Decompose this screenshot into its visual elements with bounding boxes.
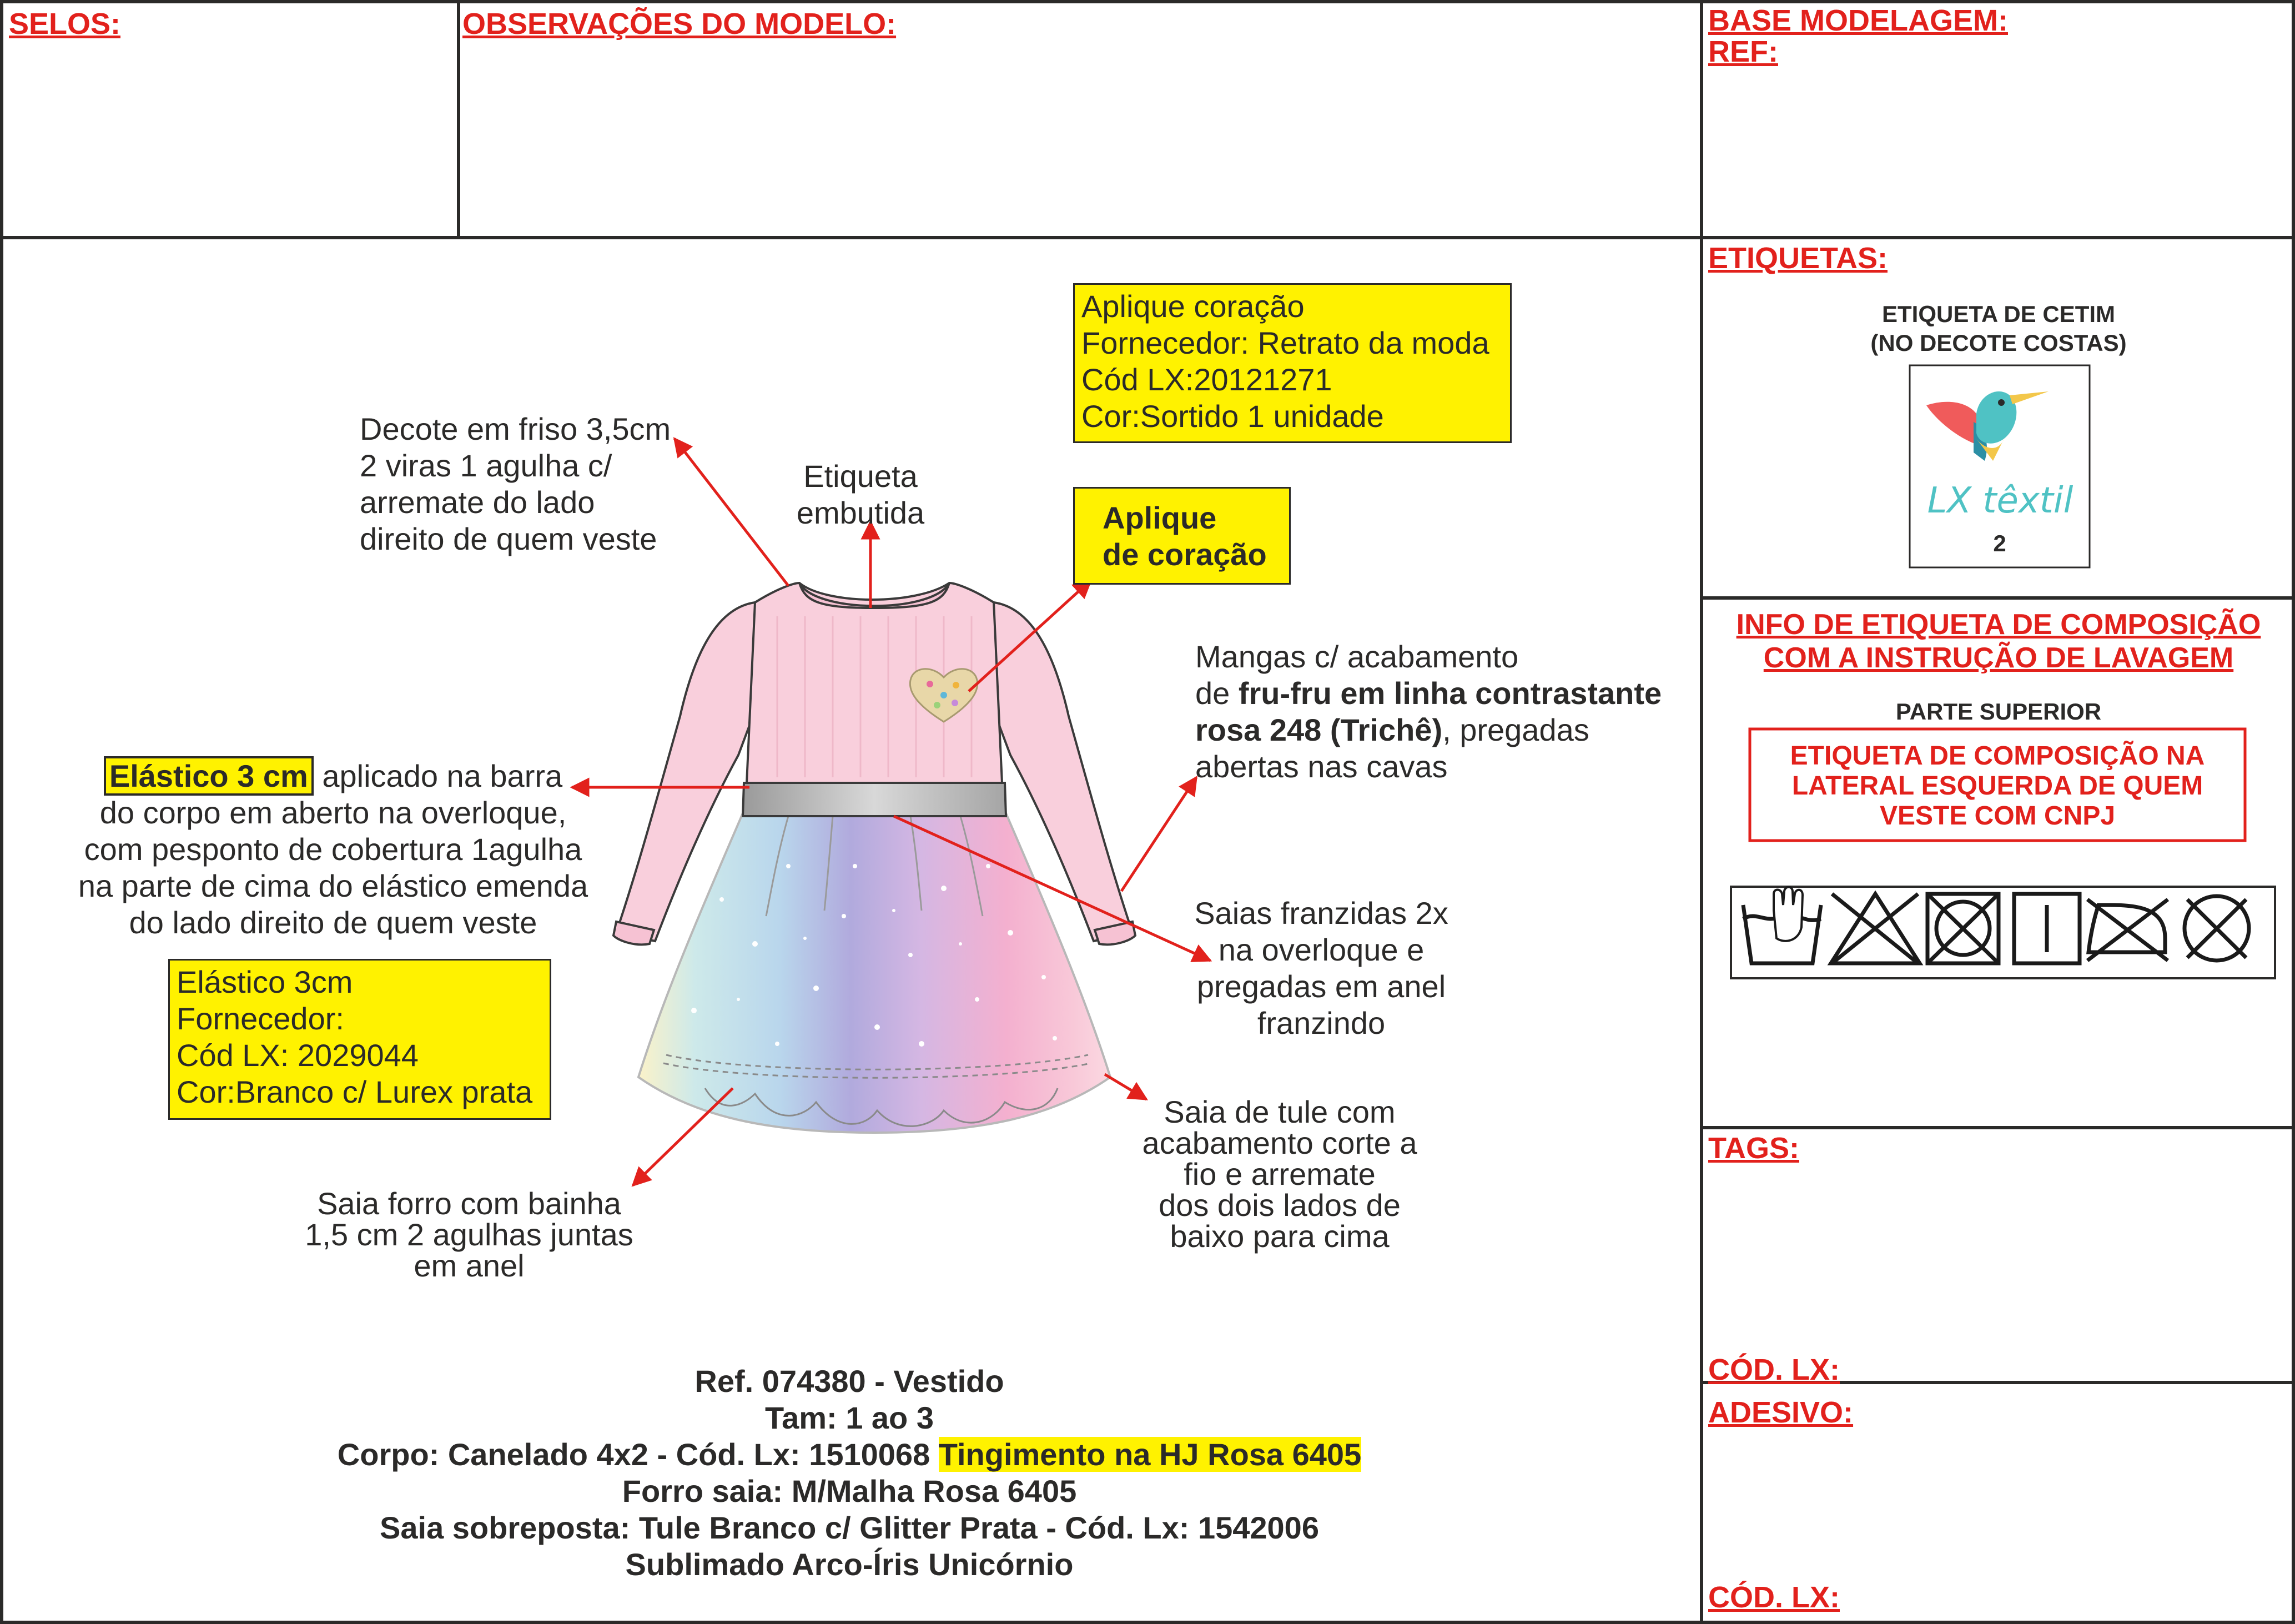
- composition-info-title-2: COM A INSTRUÇÃO DE LAVAGEM: [1763, 642, 2234, 674]
- callout-decote-line: arremate do lado: [360, 485, 595, 520]
- waistband: [743, 783, 1006, 816]
- callout-mangas-bold: rosa 248 (Trichê): [1195, 712, 1443, 747]
- callout-elastico-text: aplicado na barra: [313, 758, 563, 793]
- elastico-box-line: Elástico 3cm: [177, 964, 353, 999]
- callout-elastico-line: do corpo em aberto na overloque,: [99, 795, 567, 830]
- composition-info-title-1: INFO DE ETIQUETA DE COMPOSIÇÃO: [1736, 609, 2261, 641]
- aplique-label-line: de coração: [1103, 537, 1267, 572]
- aplique-coracao-label: [1073, 487, 1291, 585]
- callout-decote-line: 2 viras 1 agulha c/: [360, 448, 612, 483]
- callout-mangas-line: [1195, 675, 1662, 712]
- etiquetas-label: ETIQUETAS:: [1708, 242, 1888, 275]
- callout-forro-line: em anel: [414, 1248, 525, 1283]
- elastico-box-line: Cód LX: 2029044: [177, 1038, 419, 1073]
- logo-text: LX têxtil: [1927, 480, 2073, 521]
- aplique-info-box: [1073, 283, 1512, 443]
- callout-saias-line: Saias franzidas 2x: [1194, 896, 1448, 931]
- no-iron-icon: [2087, 899, 2168, 961]
- logo-number: 2: [1993, 530, 2006, 556]
- callout-elastico-line: do lado direito de quem veste: [129, 905, 537, 940]
- aplique-box-line: Aplique coração: [1081, 289, 1305, 324]
- callout-decote-line: Decote em friso 3,5cm: [360, 411, 671, 446]
- parte-superior-label: PARTE SUPERIOR: [1895, 698, 2102, 725]
- callout-etiqueta-line: Etiqueta: [803, 459, 918, 494]
- spec-forro: Forro saia: M/Malha Rosa 6405: [622, 1474, 1077, 1509]
- aplique-label-line: Aplique: [1103, 500, 1217, 535]
- hand-wash-icon: [1743, 887, 1821, 964]
- no-bleach-icon: [1831, 894, 1920, 963]
- tags-cod-lx-label: CÓD. LX:: [1708, 1353, 1840, 1386]
- satin-label-line-2: (NO DECOTE COSTAS): [1870, 330, 2127, 356]
- spec-corpo: [167, 1436, 1532, 1473]
- aplique-box-line: Cor:Sortido 1 unidade: [1081, 399, 1384, 434]
- callout-mangas-line: [1195, 712, 1662, 748]
- spec-ref: Ref. 074380 - Vestido: [694, 1364, 1004, 1399]
- callout-tule-line: acabamento corte a: [1142, 1125, 1417, 1160]
- callout-elastico-line: [67, 758, 600, 795]
- tags-label: TAGS:: [1708, 1132, 1799, 1165]
- callout-elastico-line: na parte de cima do elástico emenda: [78, 868, 588, 903]
- no-tumble-dry-icon: [1927, 894, 1999, 963]
- callout-tule-line: Saia de tule com: [1164, 1094, 1396, 1129]
- callout-saia-forro: [278, 1188, 661, 1281]
- satin-label-line-1: ETIQUETA DE CETIM: [1882, 301, 2115, 327]
- callout-mangas-text: , pregadas: [1442, 712, 1589, 747]
- skirt: [638, 811, 1110, 1133]
- composition-text-1: ETIQUETA DE COMPOSIÇÃO NA: [1790, 741, 2205, 771]
- callout-decote-line: direito de quem veste: [360, 521, 657, 556]
- spec-corpo-highlight: Tingimento na HJ Rosa 6405: [938, 1437, 1362, 1472]
- care-symbols: [1743, 887, 2249, 964]
- callout-mangas-bold: fru-fru em linha contrastante: [1238, 676, 1662, 711]
- callout-saias-line: pregadas em anel: [1196, 969, 1446, 1004]
- no-dry-clean-icon: [2185, 896, 2249, 961]
- line-dry-icon: [2014, 894, 2080, 963]
- composition-text-2: LATERAL ESQUERDA DE QUEM: [1791, 771, 2203, 801]
- callout-decote: [360, 411, 671, 557]
- callout-mangas: [1195, 638, 1662, 785]
- aplique-box-line: Cód LX:20121271: [1081, 362, 1332, 397]
- callout-saias-line: na overloque e: [1218, 932, 1425, 967]
- callout-mangas-text: de: [1195, 676, 1239, 711]
- spec-tam: Tam: 1 ao 3: [765, 1400, 934, 1435]
- base-modelagem-label: BASE MODELAGEM:: [1708, 4, 2008, 37]
- callout-mangas-line: abertas nas cavas: [1195, 749, 1448, 784]
- spec-corpo-text: Corpo: Canelado 4x2 - Cód. Lx: 1510068: [337, 1437, 939, 1472]
- satin-label-caption: [1804, 300, 2193, 358]
- selos-label: SELOS:: [9, 7, 121, 41]
- ref-label: REF:: [1708, 35, 1778, 68]
- elastico-highlight: Elástico 3 cm: [104, 756, 314, 796]
- composition-info-title: [1707, 608, 2290, 675]
- callout-forro-line: Saia forro com bainha: [317, 1186, 621, 1221]
- elastico-info-box: [168, 959, 551, 1120]
- callout-elastico: [67, 758, 600, 941]
- spec-sobreposta: Saia sobreposta: Tule Branco c/ Glitter Prata - Cód. Lx: 1542006: [380, 1510, 1319, 1545]
- product-specs: [167, 1363, 1532, 1583]
- aplique-box-line: Fornecedor: Retrato da moda: [1081, 325, 1489, 360]
- callout-etiqueta-line: embutida: [796, 495, 925, 530]
- callout-mangas-line: Mangas c/ acabamento: [1195, 639, 1519, 674]
- dress-illustration: [613, 583, 1135, 1133]
- composition-text-3: VESTE COM CNPJ: [1879, 801, 2116, 831]
- callout-tule-line: dos dois lados de: [1159, 1188, 1401, 1223]
- adesivo-cod-lx-label: CÓD. LX:: [1708, 1581, 1840, 1614]
- callout-forro-line: 1,5 cm 2 agulhas juntas: [305, 1217, 633, 1252]
- elastico-box-line: Fornecedor:: [177, 1001, 344, 1036]
- adesivo-label: ADESIVO:: [1708, 1396, 1854, 1429]
- callout-saias-line: franzindo: [1257, 1005, 1386, 1040]
- observacoes-label: OBSERVAÇÕES DO MODELO:: [462, 7, 897, 41]
- callout-elastico-line: com pesponto de cobertura 1agulha: [84, 832, 582, 867]
- callout-saias-franzidas: [1160, 895, 1482, 1042]
- callout-tule-line: baixo para cima: [1170, 1219, 1390, 1254]
- callout-tule-line: fio e arremate: [1184, 1157, 1376, 1191]
- callout-saia-tule: [1116, 1094, 1443, 1254]
- callout-etiqueta-embutida: [777, 458, 944, 531]
- spec-sublimado: Sublimado Arco-Íris Unicórnio: [625, 1547, 1074, 1582]
- elastico-box-line: Cor:Branco c/ Lurex prata: [177, 1074, 533, 1109]
- composition-label-text: [1752, 741, 2243, 831]
